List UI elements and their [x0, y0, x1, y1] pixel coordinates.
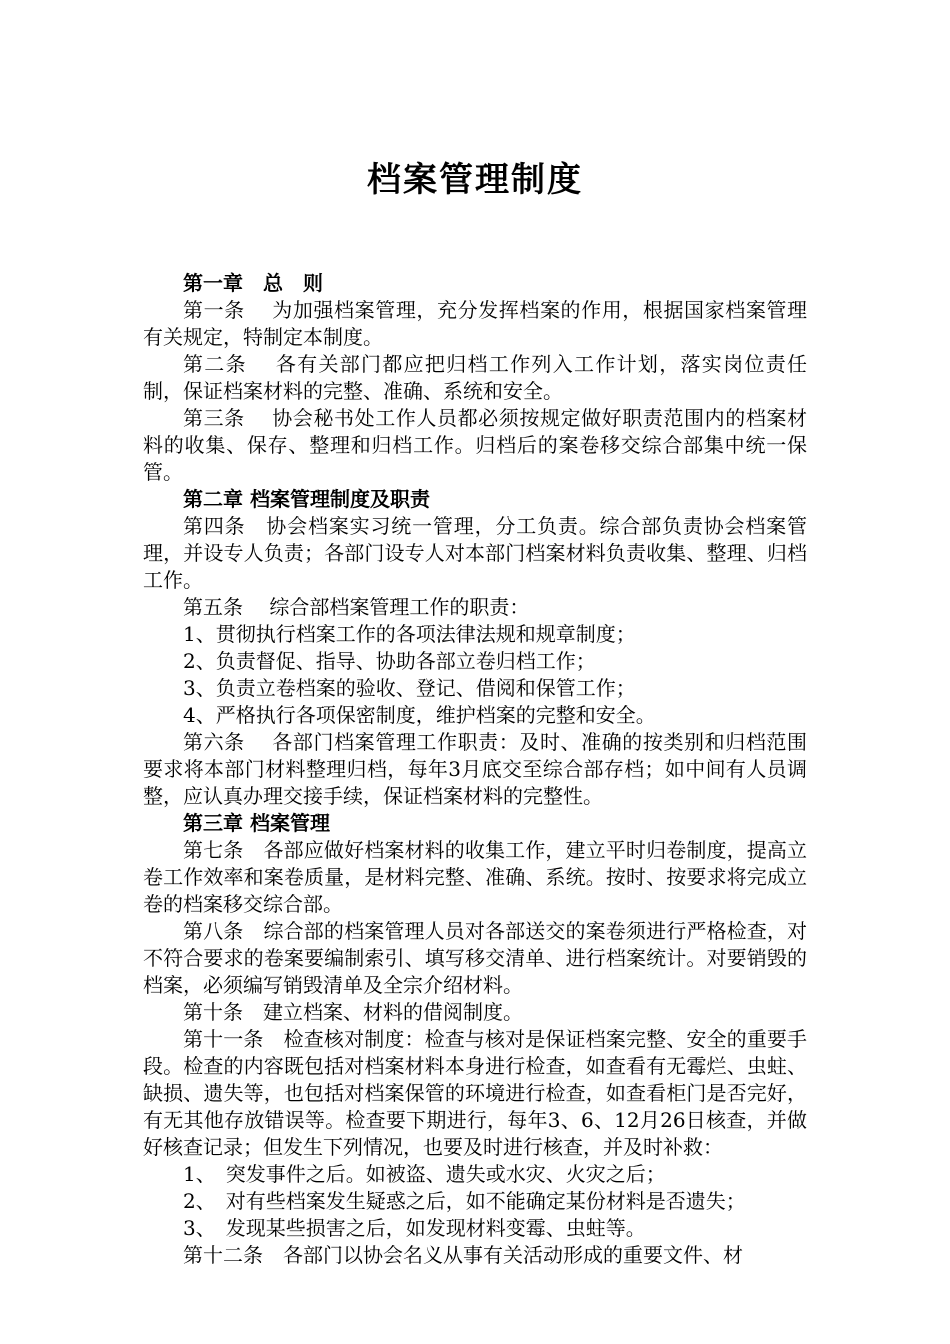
list-item: 3、负责立卷档案的验收、登记、借阅和保管工作；: [183, 676, 636, 700]
list-item: 2、负责督促、指导、协助各部立卷归档工作；: [183, 649, 596, 673]
list-item: 1、贯彻执行档案工作的各项法律法规和规章制度；: [183, 622, 636, 646]
article-1: 第一条 为加强档案管理，充分发挥档案的作用，根据国家档案管理有关规定，特制定本制度。: [143, 298, 807, 349]
article-11: 第十一条 检查核对制度：检查与核对是保证档案完整、安全的重要手段。检查的内容既包括对档案材料本身进行检查，如查看有无霉烂、虫蛀、缺损、遗失等，也包括对档案保管的环境进行检查，如查看柜门是否完好，有无其他存放错误等。检查要下期进行，每年3、6、12月26日核查，并做好核查记录；但发生下列情况，也要及时进行核查，并及时补救：: [143, 1027, 807, 1159]
list-item: 3、 发现某些损害之后，如发现材料变霉、虫蛀等。: [183, 1216, 646, 1240]
article-12: 第十二条 各部门以协会名义从事有关活动形成的重要文件、材: [183, 1243, 743, 1267]
article-2: 第二条 各有关部门都应把归档工作列入工作计划，落实岗位责任制，保证档案材料的完整、准确、系统和安全。: [143, 352, 807, 403]
list-item: 4、严格执行各项保密制度，维护档案的完整和安全。: [183, 703, 656, 727]
list-item: 2、 对有些档案发生疑惑之后，如不能确定某份材料是否遗失；: [183, 1189, 746, 1213]
article-10: 第十条 建立档案、材料的借阅制度。: [183, 1000, 523, 1024]
chapter-heading-3: 第三章 档案管理: [183, 811, 330, 835]
article-6: 第六条 各部门档案管理工作职责：及时、准确的按类别和归档范围要求将本部门材料整理归档，每年3月底交至综合部存档；如中间有人员调整，应认真办理交接手续，保证档案材料的完整性。: [143, 730, 807, 808]
article-7: 第七条 各部应做好档案材料的收集工作，建立平时归卷制度，提高立卷工作效率和案卷质量，是材料完整、准确、系统。按时、按要求将完成立卷的档案移交综合部。: [143, 838, 807, 916]
document-title: 档案管理制度: [367, 160, 583, 200]
list-item: 1、 突发事件之后。如被盗、遗失或水灾、火灾之后；: [183, 1162, 666, 1186]
article-3: 第三条 协会秘书处工作人员都必须按规定做好职责范围内的档案材料的收集、保存、整理和归档工作。归档后的案卷移交综合部集中统一保管。: [143, 406, 807, 484]
article-5: 第五条 综合部档案管理工作的职责：: [183, 595, 530, 619]
document-body: [143, 270, 807, 1269]
article-4: 第四条 协会档案实习统一管理，分工负责。综合部负责协会档案管理，并设专人负责；各部门设专人对本部门档案材料负责收集、整理、归档工作。: [143, 514, 807, 592]
article-8: 第八条 综合部的档案管理人员对各部送交的案卷须进行严格检查，对不符合要求的卷案要编制索引、填写移交清单、进行档案统计。对要销毁的档案，必须编写销毁清单及全宗介绍材料。: [143, 919, 807, 997]
chapter-heading-1: 第一章 总 则: [183, 271, 323, 295]
chapter-heading-2: 第二章 档案管理制度及职责: [183, 487, 430, 511]
